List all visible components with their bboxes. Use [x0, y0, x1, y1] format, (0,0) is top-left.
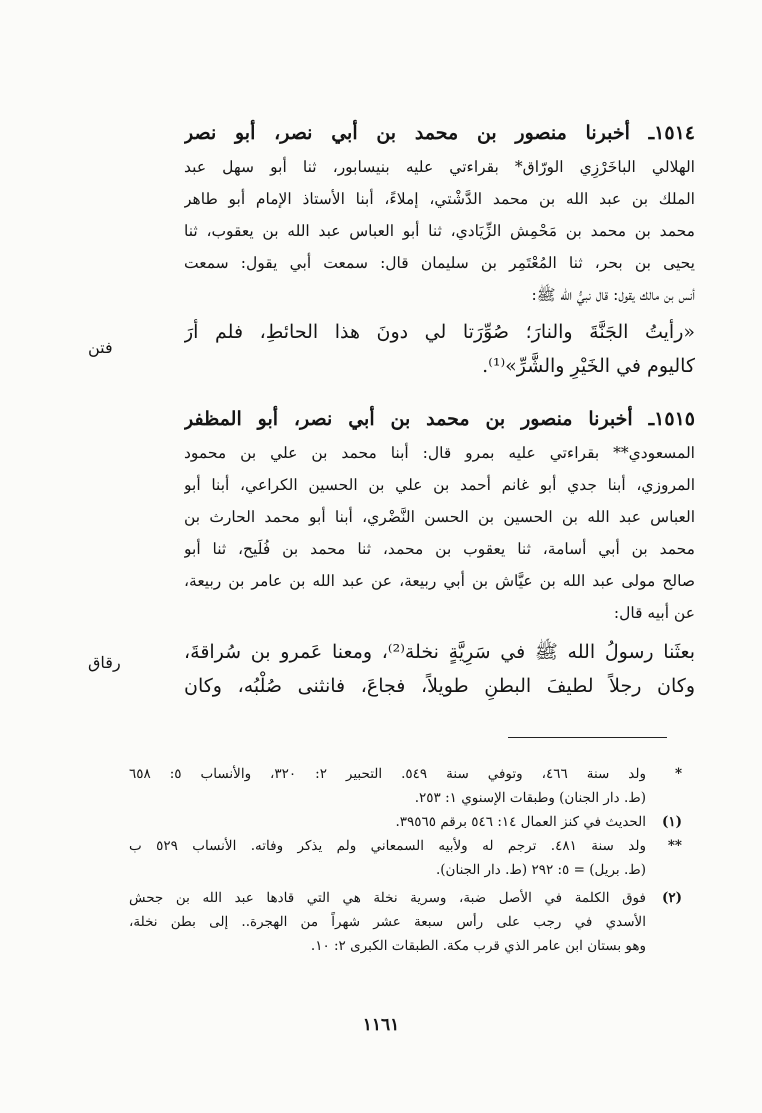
footnote-text: ولد سنة ٤٦٦، وتوفي سنة ٥٤٩. التحبير ٢: ٣٢٠، والأنساب ٥: ٦٥٨: [129, 766, 646, 782]
hadith-text: كاليوم في الخَيْرِ والشَّرِّ»⁽¹⁾.: [482, 355, 695, 377]
footnote-item: [129, 834, 682, 858]
footnote-text: ولد سنة ٤٨١. ترجم له ولأبيه السمعاني ولم يذكر وفاته. الأنساب ٥٢٩ ب: [129, 838, 646, 854]
footnote-item: [129, 810, 682, 834]
isnad-line: المسعودي** بقراءتي عليه بمرو قال: أبنا محمد بن علي بن محمود: [184, 444, 695, 462]
footnote-item: [129, 934, 682, 958]
footnote-text: (ط. بريل) = ٥: ٢٩٢ (ط. دار الجنان).: [436, 862, 646, 878]
isnad-line: يحيى بن بحر، ثنا المُعْتَمِر بن سليمان قال: سمعت أبي يقول: سمعت: [184, 254, 695, 272]
footnote-text: الحديث في كنز العمال ١٤: ٥٤٦ برقم ٣٩٥٦٥.: [395, 814, 646, 830]
isnad-line: المروزي، أبنا جدي أبو غانم أحمد بن علي بن الحسين الكراعي، أبنا أبو: [184, 476, 695, 494]
footnote-item: [129, 886, 682, 910]
isnad-line: محمد بن أبي أسامة، ثنا يعقوب بن محمد، ثنا محمد بن فُلَيح، ثنا أبو: [184, 540, 695, 558]
isnad-line: الملك بن عبد الله بن محمد الدَّشْتي، إملاءً، أبنا الأستاذ الإمام أبو طاهر: [184, 190, 695, 208]
footnote-item: [129, 910, 682, 934]
footnote-mark: (١): [661, 814, 682, 830]
isnad-line: الهلالي الباخَرْزِي الورّاق* بقراءتي عليه بنيسابور، ثنا أبو سهل عبد: [184, 158, 695, 176]
entry-1515: [184, 402, 695, 703]
footnote-mark: *: [674, 766, 682, 782]
footnotes: [129, 762, 682, 958]
footnote-item: [129, 858, 682, 882]
hadith-text: وكان رجلاً لطيفَ البطنِ طويلاً، فجاعَ، فانثنى صُلْبُه، وكان: [184, 675, 695, 697]
footnote-separator: [508, 737, 667, 738]
margin-note-riqaq: رقاق: [88, 653, 121, 672]
isnad-line: محمد بن محمد بن مَحْمِش الزِّيَادي، ثنا أبو العباس عبد الله بن يعقوب، ثنا: [184, 222, 695, 240]
page-number: ١١٦١: [362, 1015, 400, 1035]
margin-note-fitan: فتن: [88, 338, 113, 357]
footnote-mark: **: [667, 838, 682, 854]
isnad-line: صالح مولى عبد الله بن عيَّاش بن أبي ربيعة، عن عبد الله بن عامر بن ربيعة،: [184, 572, 695, 590]
isnad-line: العباس عبد الله بن الحسين بن الحسن النَّضْري، أبنا أبو محمد الحارث بن: [184, 508, 695, 526]
footnote-item: [129, 786, 682, 810]
footnote-text: الأسدي في رجب على رأس سبعة عشر شهراً من الهجرة.. إلى بطن نخلة،: [129, 914, 646, 930]
footnote-text: فوق الكلمة في الأصل ضبة، وسرية نخلة هي التي قادها عبد الله بن جحش: [129, 890, 646, 906]
footnote-text: وهو بستان ابن عامر الذي قرب مكة. الطبقات الكبرى ٢: ١٠.: [310, 938, 646, 954]
footnote-mark: (٢): [661, 890, 682, 906]
hadith-text: بعثَنا رسولُ الله ﷺ في سَرِيَّةٍ نخلة⁽²⁾، ومعنا عَمرو بن سُراقةَ،: [184, 641, 695, 663]
hadith-text: «رأيتُ الجَنَّةَ والنارَ؛ صُوِّرَتا لي دونَ هذا الحائطِ، فلم أرَ: [184, 321, 695, 343]
entry-1514: [184, 116, 695, 383]
footnote-item: [129, 762, 682, 786]
entry-heading: ١٥١٥ـ أخبرنا منصور بن محمد بن أبي نصر، أبو المظفر: [184, 408, 695, 430]
isnad-line: عن أبيه قال:: [613, 604, 695, 622]
entry-heading: ١٥١٤ـ أخبرنا منصور بن محمد بن أبي نصر، أبو نصر: [184, 122, 695, 144]
isnad-line: أنس بن مالك يقول: قال نبيُّ الله ﷺ:: [531, 286, 695, 304]
footnote-text: (ط. دار الجنان) وطبقات الإسنوي ١: ٢٥٣.: [414, 790, 646, 806]
